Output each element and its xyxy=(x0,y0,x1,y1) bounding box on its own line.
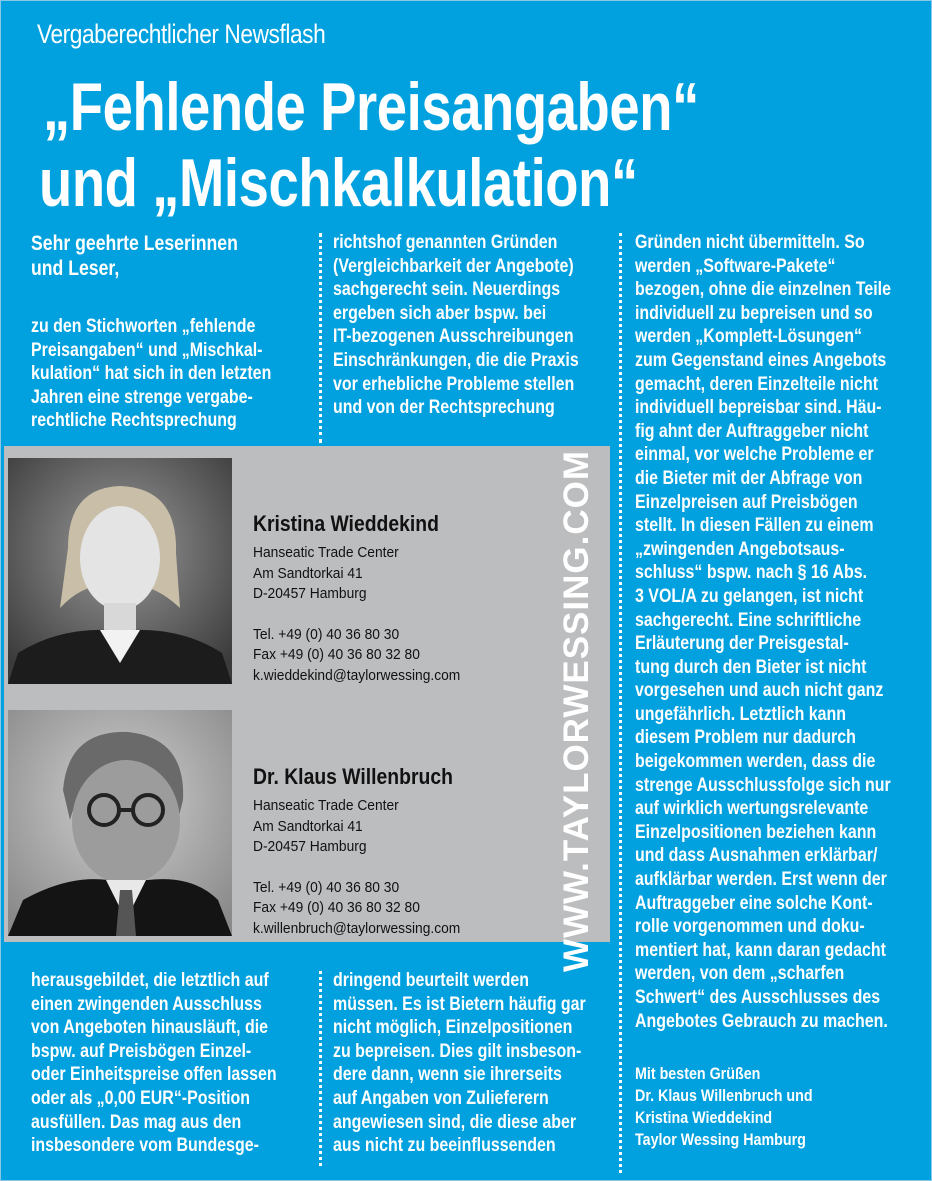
headline-line-1: „Fehlende Preisangaben“ xyxy=(43,69,699,145)
text-line: die Bieter mit der Abfrage von xyxy=(635,467,863,489)
text-line: bezogen, ohne die einzelnen Teile xyxy=(635,279,892,301)
salutation-line: und Leser, xyxy=(31,257,120,280)
text-line: strenge Ausschlussfolge sich nur xyxy=(635,774,891,796)
text-line: „zwingenden Angebotsaus- xyxy=(635,538,845,560)
contact-box xyxy=(4,446,610,942)
contact-card xyxy=(253,764,480,939)
text-line: zu bepreisen. Dies gilt insbeson- xyxy=(333,1040,582,1062)
text-line: angewiesen sind, die diese aber xyxy=(333,1111,577,1133)
text-line: vor erhebliche Probleme stellen xyxy=(333,373,575,395)
text-line: Angebotes Gebrauch zu machen. xyxy=(635,1010,888,1032)
contact-address-line: Hanseatic Trade Center xyxy=(253,544,399,561)
contact-fax: Fax +49 (0) 40 36 80 32 80 xyxy=(253,899,420,916)
text-line: schluss“ bspw. nach § 16 Abs. xyxy=(635,562,868,584)
text-line: Schwert“ des Ausschlusses des xyxy=(635,987,881,1008)
text-line: fig ahnt der Auftraggeber nicht xyxy=(635,420,869,442)
column-divider xyxy=(319,971,322,1166)
column-divider xyxy=(319,233,322,443)
sign-off xyxy=(635,1063,925,1151)
text-line: oder Einheitspreise offen lassen xyxy=(31,1064,277,1086)
text-line: Preisangaben“ und „Mischkal- xyxy=(31,339,263,361)
text-line: dere dann, wenn sie ihrerseits xyxy=(333,1064,562,1086)
contact-fax: Fax +49 (0) 40 36 80 32 80 xyxy=(253,646,420,663)
text-line: nicht möglich, Einzelpositionen xyxy=(333,1017,573,1039)
text-line: auf Angaben von Zulieferern xyxy=(333,1087,549,1109)
column-1-bottom xyxy=(31,969,311,1158)
contact-address-line: D-20457 Hamburg xyxy=(253,585,367,602)
text-line: einmal, vor welche Probleme er xyxy=(635,444,874,466)
portrait-photo xyxy=(8,710,232,936)
text-line: sachgerecht sein. Neuerdings xyxy=(333,279,561,301)
column-2-bottom xyxy=(333,969,613,1158)
sign-off-line: Dr. Klaus Willenbruch und xyxy=(635,1086,813,1106)
text-line: rolle vorgenommen und doku- xyxy=(635,916,865,938)
headline-line-2: und „Mischkalkulation“ xyxy=(39,145,638,221)
contact-address-line: Hanseatic Trade Center xyxy=(253,797,399,814)
text-line: tung durch den Bieter ist nicht xyxy=(635,656,867,678)
text-line: zum Gegenstand eines Angebots xyxy=(635,349,887,371)
text-line: aus nicht zu beeinflussenden xyxy=(333,1135,556,1157)
text-line: Einschränkungen, die die Praxis xyxy=(333,349,579,371)
text-line: Auftraggeber eine solche Kont- xyxy=(635,892,873,914)
text-line: rechtliche Rechtsprechung xyxy=(31,410,237,432)
text-line: diesem Problem nur dadurch xyxy=(635,727,856,749)
text-line: zu den Stichworten „fehlende xyxy=(31,316,256,337)
sign-off-line: Kristina Wieddekind xyxy=(635,1108,773,1128)
text-line: werden „Software-Pakete“ xyxy=(635,255,836,277)
contact-address-line: Am Sandtorkai 41 xyxy=(253,817,363,835)
text-line: Erläuterung der Preisgestal- xyxy=(635,633,849,655)
text-line: Einzelpreisen auf Preisbögen xyxy=(635,491,858,513)
sign-off-line: Mit besten Grüßen xyxy=(635,1064,761,1084)
text-line: beigekommen werden, dass die xyxy=(635,751,876,773)
column-3 xyxy=(635,231,925,1151)
text-line: Einzelpositionen beziehen kann xyxy=(635,821,877,843)
contact-name: Dr. Klaus Willenbruch xyxy=(253,764,453,789)
text-line: (Vergleichbarkeit der Angebote) xyxy=(333,255,574,277)
text-line: dringend beurteilt werden xyxy=(333,970,529,991)
text-line: IT-bezogenen Ausschreibungen xyxy=(333,326,574,348)
column-2-top xyxy=(333,231,613,420)
column-1-top xyxy=(31,231,311,433)
contact-phone: Tel. +49 (0) 40 36 80 30 xyxy=(253,625,400,643)
text-line: herausgebildet, die letztlich auf xyxy=(31,970,269,991)
text-line: insbesondere vom Bundesge- xyxy=(31,1135,259,1157)
text-line: 3 VOL/A zu gelangen, ist nicht xyxy=(635,585,864,607)
text-line: oder als „0,00 EUR“-Position xyxy=(31,1087,251,1109)
contact-name: Kristina Wieddekind xyxy=(253,511,439,536)
section-kicker: Vergaberechtlicher Newsflash xyxy=(37,19,326,49)
salutation-line: Sehr geehrte Leserinnen xyxy=(31,232,238,255)
text-line: mentiert hat, kann daran gedacht xyxy=(635,939,886,961)
website-url[interactable]: WWW.TAYLORWESSING.COM xyxy=(557,449,596,973)
text-line: werden, von dem „scharfen xyxy=(635,963,845,985)
contact-card xyxy=(253,511,478,686)
text-line: aufklärbar werden. Erst wenn der xyxy=(635,869,887,891)
column-divider xyxy=(619,233,622,1173)
text-line: und von der Rechtsprechung xyxy=(333,397,555,419)
portrait-photo xyxy=(8,458,232,684)
text-line: werden „Komplett-Lösungen“ xyxy=(635,326,862,348)
contact-address-line: Am Sandtorkai 41 xyxy=(253,564,363,582)
contact-email[interactable]: k.willenbruch@taylorwessing.com xyxy=(253,919,461,937)
text-line: ergeben sich aber bspw. bei xyxy=(333,302,547,324)
text-line: individuell bepreisbar sind. Häu- xyxy=(635,397,882,419)
text-line: Jahren eine strenge vergabe- xyxy=(31,386,253,408)
contact-phone: Tel. +49 (0) 40 36 80 30 xyxy=(253,878,400,896)
text-line: individuell zu bepreisen und so xyxy=(635,302,873,324)
text-line: stellt. In diesen Fällen zu einem xyxy=(635,515,874,537)
text-line: kulation“ hat sich in den letzten xyxy=(31,363,272,385)
text-line: einen zwingenden Ausschluss xyxy=(31,993,262,1015)
text-line: müssen. Es ist Bietern häufig gar xyxy=(333,993,586,1015)
text-line: Gründen nicht übermitteln. So xyxy=(635,232,865,253)
website-vertical[interactable] xyxy=(549,449,605,973)
text-line: und dass Ausnahmen erklärbar/ xyxy=(635,845,878,867)
text-line: bspw. auf Preisbögen Einzel- xyxy=(31,1040,252,1062)
text-line: ungefährlich. Letztlich kann xyxy=(635,703,847,725)
contact-address-line: D-20457 Hamburg xyxy=(253,838,367,855)
text-line: von Angeboten hinausläuft, die xyxy=(31,1017,269,1039)
text-line: sachgerecht. Eine schriftliche xyxy=(635,609,862,631)
salutation xyxy=(31,231,311,281)
text-line: auf wirklich wertungsrelevante xyxy=(635,798,869,820)
text-line: vorgesehen und auch nicht ganz xyxy=(635,680,884,702)
contact-email[interactable]: k.wieddekind@taylorwessing.com xyxy=(253,666,461,684)
sign-off-line: Taylor Wessing Hamburg xyxy=(635,1130,806,1150)
text-line: gemacht, deren Einzelteile nicht xyxy=(635,373,879,395)
text-line: ausfüllen. Das mag aus den xyxy=(31,1111,242,1133)
text-line: richtshof genannten Gründen xyxy=(333,232,558,253)
